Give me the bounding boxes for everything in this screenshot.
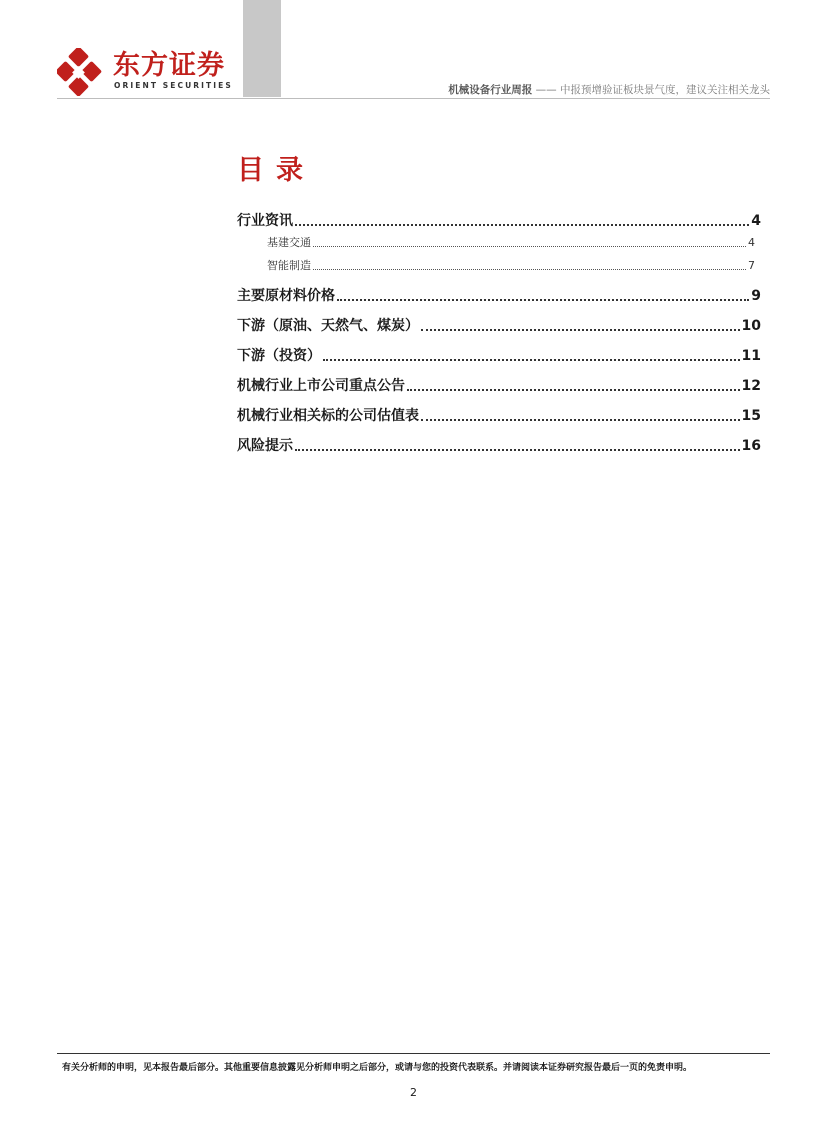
company-logo (57, 48, 233, 96)
toc-entry-page: 10 (741, 318, 761, 334)
toc-entry-page: 11 (741, 348, 761, 364)
report-header-title (448, 82, 770, 97)
toc-entry-page: 15 (741, 408, 761, 424)
toc-leader (407, 388, 740, 391)
toc-entry[interactable] (237, 405, 761, 425)
toc-entry[interactable] (267, 257, 755, 273)
toc-entry[interactable] (267, 234, 755, 250)
logo-english-name: ORIENT SECURITIES (114, 81, 233, 90)
toc-entry-title: 下游（投资） (237, 348, 321, 364)
logo-chinese-name: 东方证券 (113, 50, 225, 81)
toc-leader (421, 418, 740, 421)
toc-entry[interactable] (237, 285, 761, 305)
toc-entry-page: 12 (741, 378, 761, 394)
toc-entry-title: 主要原材料价格 (237, 288, 335, 304)
toc-entry-title: 机械行业相关标的公司估值表 (237, 408, 419, 424)
toc-leader (323, 358, 740, 361)
toc-entry-title: 机械行业上市公司重点公告 (237, 378, 405, 394)
toc-entry-title: 智能制造 (267, 259, 311, 272)
toc-entry-page: 16 (741, 438, 761, 454)
toc-leader (421, 328, 740, 331)
toc-leader (337, 298, 749, 301)
report-series: 机械设备行业周报 (448, 84, 533, 96)
toc-entry-page: 7 (748, 259, 755, 272)
toc-leader (295, 448, 740, 451)
toc-entry-page: 4 (748, 236, 755, 249)
toc-entry-page: 4 (751, 213, 761, 229)
toc-entry-page: 9 (751, 288, 761, 304)
toc-entry-title: 行业资讯 (237, 213, 293, 229)
footer-disclaimer: 有关分析师的申明，见本报告最后部分。其他重要信息披露见分析师申明之后部分，或请与您的投资代表联系。并请阅读本证券研究报告最后一页的免责申明。 (62, 1063, 693, 1073)
orient-securities-logo-icon (57, 48, 107, 96)
toc-entry[interactable] (237, 375, 761, 395)
toc-entry-title: 风险提示 (237, 438, 293, 454)
toc-entry[interactable] (237, 315, 761, 335)
footer-divider (57, 1053, 770, 1054)
toc-leader (313, 245, 746, 247)
toc-entry-title: 基建交通 (267, 236, 311, 249)
header-grey-tab (243, 0, 281, 97)
page-number: 2 (410, 1086, 417, 1099)
toc-entry[interactable] (237, 345, 761, 365)
report-title: —— 中报预增验证板块景气度，建议关注相关龙头 (535, 84, 770, 96)
toc-leader (295, 223, 749, 226)
toc-entry[interactable] (237, 210, 761, 230)
toc-entry[interactable] (237, 435, 761, 455)
toc-entry-title: 下游（原油、天然气、煤炭） (237, 318, 419, 334)
header-divider (57, 98, 770, 99)
toc-heading: 目录 (237, 155, 315, 186)
toc-leader (313, 268, 746, 270)
